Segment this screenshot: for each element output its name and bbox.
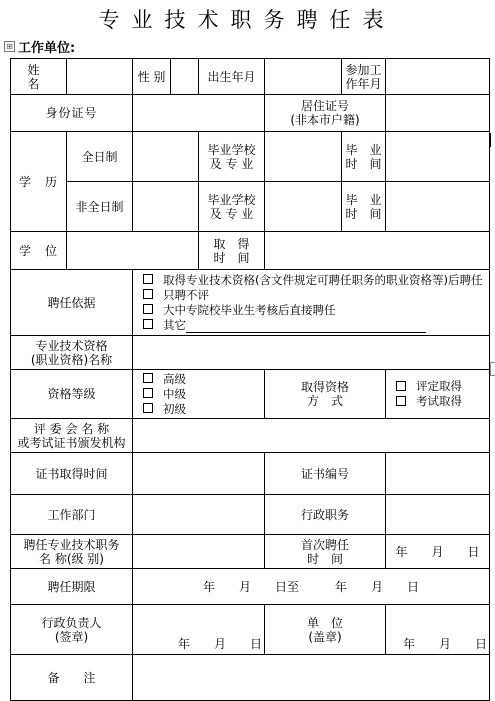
cert-no-label: 证书编号 [265,453,386,495]
checkbox-icon [396,396,406,406]
row-degree [11,232,490,270]
checkbox-icon [396,381,406,391]
basis-option-3[interactable]: 大中专院校毕业生考核后直接聘任 [143,303,487,318]
cert-no-field[interactable] [386,453,490,495]
row-grade [11,370,490,419]
checkbox-icon [143,304,153,314]
obtain-method-label: 取得资格 方 式 [265,370,386,419]
remarks-label: 备 注 [11,655,133,701]
fulltime-school-label: 毕业学校 及 专 业 [199,132,265,182]
committee-label: 评 委 会 名 称 或考试证书颁发机构 [11,419,133,453]
first-hire-label: 首次聘任 时 间 [265,535,386,569]
name-field[interactable] [67,59,133,95]
residence-field[interactable] [386,95,490,132]
gender-label: 性 别 [133,59,171,95]
department-field[interactable] [133,495,265,535]
fulltime-field[interactable] [133,132,199,182]
leader-label: 行政负责人 (签章) [11,605,133,655]
department-label: 工作部门 [11,495,133,535]
anchor-icon[interactable]: ⊞ [4,41,15,52]
grade-option-junior[interactable]: 初级 [143,402,262,417]
first-hire-date[interactable]: 年 月 日 [386,535,490,569]
parttime-school-label: 毕业学校 及 专 业 [199,182,265,232]
degree-time-label: 取 得 时 间 [199,232,265,270]
basis-option-4[interactable]: 其它 [143,318,487,333]
basis-option-1[interactable]: 取得专业技术资格(含文件规定可聘任职务的职业资格等)后聘任 [143,273,487,288]
page-title: 专业技术职务聘任表 [98,8,396,32]
row-term [11,569,490,605]
work-start-field[interactable] [386,59,490,95]
id-number-field[interactable] [133,95,265,132]
method-option-assessed[interactable]: 评定取得 [396,379,487,394]
parttime-gradtime-field[interactable] [386,182,490,232]
id-number-label: 身份证号 [11,95,133,132]
term-dates[interactable]: 年 月 日至 年 月 日 [133,569,490,605]
degree-time-field[interactable] [265,232,490,270]
row-basic-info [11,59,490,95]
fulltime-gradtime-field[interactable] [386,132,490,182]
remarks-field[interactable] [133,655,490,701]
degree-label: 学 位 [11,232,67,270]
checkbox-icon [143,319,153,329]
admin-post-field[interactable] [386,495,490,535]
method-option-exam[interactable]: 考试取得 [396,394,487,409]
grade-option-middle[interactable]: 中级 [143,387,262,402]
unit-seal-date[interactable]: 年 月 日 [386,605,490,655]
scroll-marker [490,362,495,376]
checkbox-icon [143,388,153,398]
parttime-school-field[interactable] [265,182,342,232]
row-committee [11,419,490,453]
row-qualification [11,336,490,370]
qualification-label: 专业技术资格 (职业资格)名称 [11,336,133,370]
row-basis [11,270,490,336]
row-signatures [11,605,490,655]
checkbox-icon [143,373,153,383]
name-label: 姓 名 [11,59,67,95]
grade-option-senior[interactable]: 高级 [143,372,262,387]
row-edu-parttime [11,182,490,232]
row-remarks [11,655,490,701]
work-unit-label: 工作单位: [18,41,76,56]
degree-field[interactable] [67,232,199,270]
education-label: 学 历 [11,132,67,232]
work-unit-row [4,37,75,56]
checkbox-icon [143,274,153,284]
row-department [11,495,490,535]
parttime-label: 非全日制 [67,182,133,232]
text-cursor [489,133,491,147]
appointment-form [10,58,490,701]
cert-time-label: 证书取得时间 [11,453,133,495]
row-id [11,95,490,132]
checkbox-icon [143,403,153,413]
leader-sign-date[interactable]: 年 月 日 [133,605,265,655]
grade-options [133,370,265,419]
unit-seal-label: 单 位 (盖章) [265,605,386,655]
obtain-method-options [386,370,490,419]
birth-field[interactable] [265,59,342,95]
basis-label: 聘任依据 [11,270,133,336]
row-hired-title [11,535,490,569]
parttime-field[interactable] [133,182,199,232]
row-certificate [11,453,490,495]
basis-options [133,270,490,336]
committee-field[interactable] [133,419,490,453]
term-label: 聘任期限 [11,569,133,605]
birth-label: 出生年月 [199,59,265,95]
admin-post-label: 行政职务 [265,495,386,535]
residence-label: 居住证号 (非本市户籍) [265,95,386,132]
parttime-gradtime-label: 毕 业 时 间 [342,182,386,232]
other-blank-line [186,322,426,333]
hired-title-field[interactable] [133,535,265,569]
qualification-field[interactable] [133,336,490,370]
row-edu-fulltime [11,132,490,182]
basis-option-2[interactable]: 只聘不评 [143,288,487,303]
work-start-label: 参加工 作年月 [342,59,386,95]
cert-time-field[interactable] [133,453,265,495]
grade-label: 资格等级 [11,370,133,419]
fulltime-label: 全日制 [67,132,133,182]
fulltime-gradtime-label: 毕 业 时 间 [342,132,386,182]
hired-title-label: 聘任专业技术职务 名 称(级 别) [11,535,133,569]
checkbox-icon [143,289,153,299]
gender-field[interactable] [171,59,199,95]
fulltime-school-field[interactable] [265,132,342,182]
